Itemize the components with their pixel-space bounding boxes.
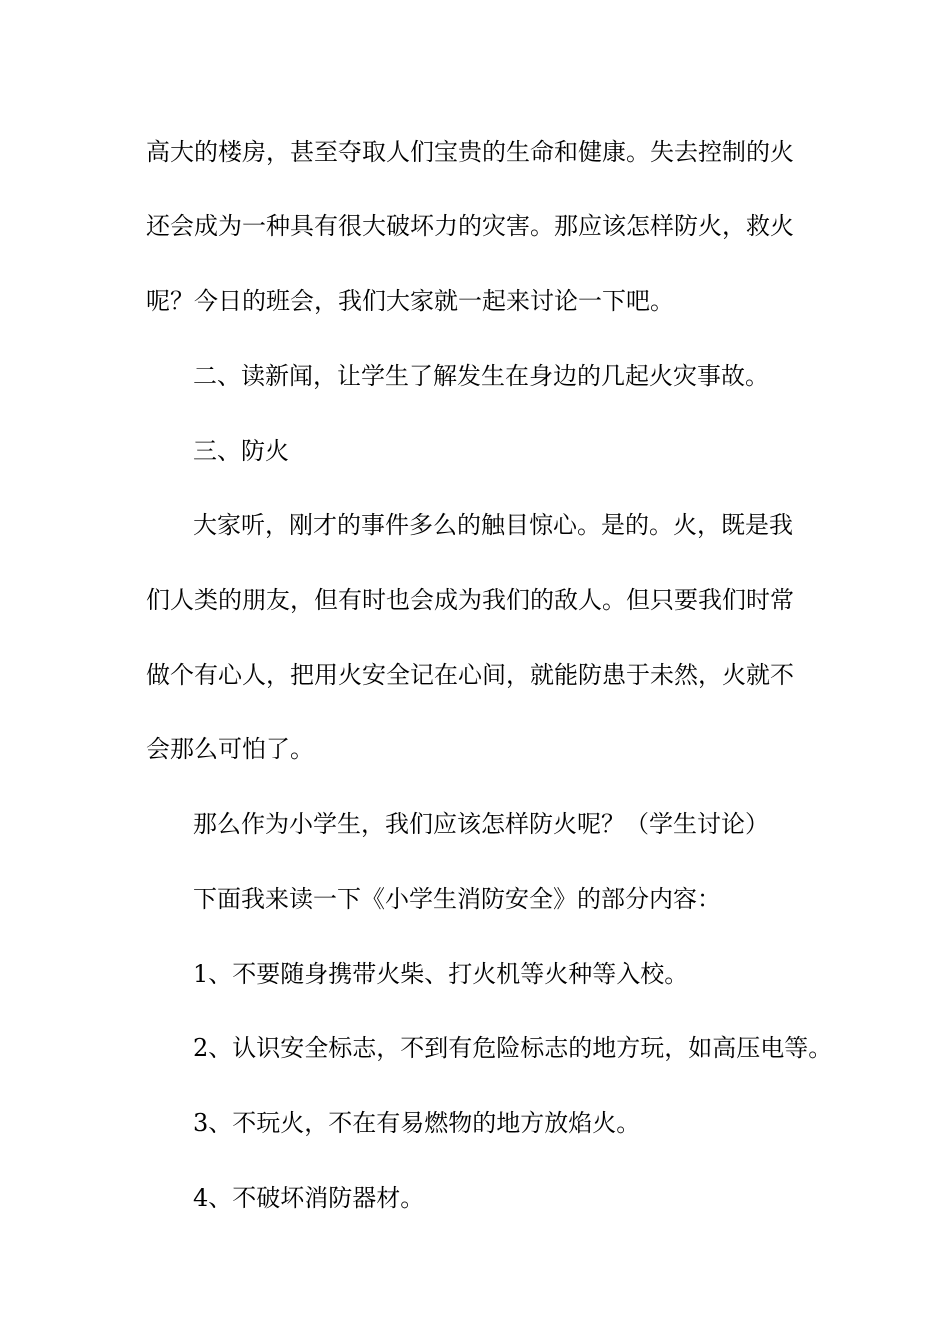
list-item: 1、不要随身携带火柴、打火机等火种等入校。 bbox=[193, 960, 689, 988]
paragraph-line: 那么作为小学生，我们应该怎样防火呢？（学生讨论） bbox=[193, 810, 769, 838]
list-item: 3、不玩火，不在有易燃物的地方放焰火。 bbox=[193, 1109, 641, 1137]
paragraph-line: 做个有心人，把用火安全记在心间，就能防患于未然，火就不 bbox=[146, 661, 794, 689]
paragraph-line: 大家听，刚才的事件多么的触目惊心。是的。火，既是我 bbox=[193, 511, 793, 539]
section-heading: 二、读新闻，让学生了解发生在身边的几起火灾事故。 bbox=[193, 362, 769, 390]
list-item: 2、认识安全标志，不到有危险标志的地方玩，如高压电等。 bbox=[193, 1034, 833, 1062]
list-item: 4、不破坏消防器材。 bbox=[193, 1184, 425, 1212]
paragraph-line: 们人类的朋友，但有时也会成为我们的敌人。但只要我们时常 bbox=[146, 586, 794, 614]
paragraph-line: 呢？今日的班会，我们大家就一起来讨论一下吧。 bbox=[146, 287, 674, 315]
section-heading: 三、防火 bbox=[193, 437, 289, 465]
paragraph-line: 下面我来读一下《小学生消防安全》的部分内容： bbox=[193, 885, 721, 913]
paragraph-line: 高大的楼房，甚至夺取人们宝贵的生命和健康。失去控制的火 bbox=[146, 138, 794, 166]
paragraph-line: 还会成为一种具有很大破坏力的灾害。那应该怎样防火，救火 bbox=[146, 212, 794, 240]
paragraph-line: 会那么可怕了。 bbox=[146, 735, 314, 763]
